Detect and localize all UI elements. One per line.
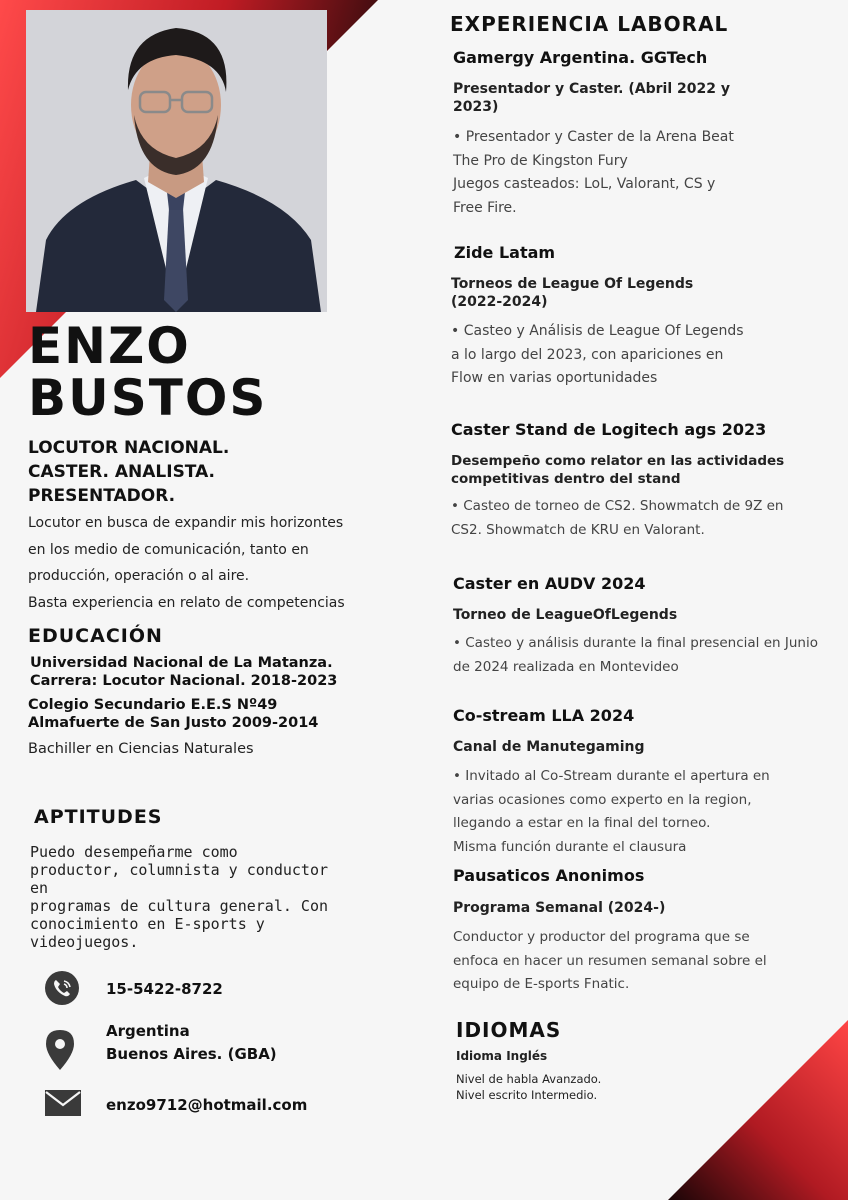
role-line: LOCUTOR NACIONAL. [28, 438, 230, 458]
job-desc-line: CS2. Showmatch de KRU en Valorant. [451, 521, 705, 538]
job-desc-line: Conductor y productor del programa que se [453, 929, 750, 945]
corner-decoration-bottom-right [648, 1000, 848, 1200]
languages-title: IDIOMAS [456, 1018, 562, 1042]
job-desc-line: llegando a estar en la final del torneo. [453, 815, 711, 831]
aptitudes-body [30, 843, 340, 951]
aptitudes-line: programas de cultura general. Con [30, 897, 329, 915]
summary-line: en los medio de comunicación, tanto en [28, 541, 309, 558]
job-role-line: Canal de Manutegaming [453, 739, 645, 755]
language-level-line: Nivel escrito Intermedio. [456, 1087, 598, 1102]
job-role [453, 738, 645, 756]
job-role-line: Programa Semanal (2024-) [453, 900, 666, 916]
education-line: Carrera: Locutor Nacional. 2018-2023 [30, 673, 338, 689]
job-description [453, 126, 734, 220]
job-desc-line: Free Fire. [453, 199, 517, 216]
role-line: PRESENTADOR. [28, 486, 176, 506]
education-note: Bachiller en Ciencias Naturales [28, 741, 254, 757]
role-line: CASTER. ANALISTA. [28, 462, 216, 482]
summary-line: producción, operación o al aire. [28, 568, 250, 584]
job-desc-line: de 2024 realizada en Montevideo [453, 658, 679, 675]
job-desc-line: equipo de E-sports Fnatic. [453, 976, 630, 992]
job-desc-line: • Casteo de torneo de CS2. Showmatch de 9Z en [451, 498, 784, 514]
profile-photo [26, 10, 327, 312]
job-desc-line: • Presentador y Caster de la Arena Beat [453, 129, 734, 145]
experience-title: EXPERIENCIA LABORAL [450, 12, 729, 36]
job-company: Caster Stand de Logitech ags 2023 [451, 420, 767, 439]
job-desc-line: enfoca en hacer un resumen semanal sobre el [453, 952, 767, 969]
summary-line: Locutor en busca de expandir mis horizontes [28, 515, 344, 531]
job-role-line: Torneos de League Of Legends [451, 276, 694, 292]
job-role [453, 899, 665, 917]
job-desc-line: Juegos casteados: LoL, Valorant, CS y [453, 176, 716, 192]
language-name: Idioma Inglés [456, 1049, 548, 1063]
job-desc-line: Flow en varias oportunidades [451, 370, 658, 386]
phone-icon [44, 970, 80, 1006]
location-country: Argentina [106, 1022, 190, 1040]
aptitudes-line: Puedo desempeñarme como [30, 843, 238, 861]
education-line: Almafuerte de San Justo 2009-2014 [28, 715, 319, 731]
job-description [453, 926, 767, 997]
job-role-line: competitivas dentro del stand [451, 471, 681, 487]
role-list [28, 436, 229, 508]
job-role [451, 275, 693, 311]
education-line: Colegio Secundario E.E.S Nº49 [28, 697, 278, 713]
summary-line: Basta experiencia en relato de competencias [28, 594, 345, 611]
education-line: Universidad Nacional de La Matanza. [30, 655, 333, 671]
education-item [28, 696, 318, 732]
last-name: BUSTOS [28, 369, 268, 427]
aptitudes-line: conocimiento en E-sports y [30, 915, 265, 933]
job-role [453, 80, 773, 116]
person-name [28, 317, 268, 427]
aptitudes-title: APTITUDES [34, 806, 163, 828]
profile-summary [28, 510, 358, 616]
job-desc-line: • Invitado al Co-Stream durante el apertura en [453, 768, 770, 784]
job-role-line: (2022-2024) [451, 294, 548, 310]
language-level-line: Nivel de habla Avanzado. [456, 1072, 602, 1086]
education-item [30, 654, 337, 690]
email: enzo9712@hotmail.com [106, 1096, 308, 1114]
job-desc-line: varias ocasiones como experto en la region, [453, 791, 752, 808]
job-role-line: 2023) [453, 99, 499, 115]
location-pin-icon [46, 1030, 74, 1070]
location-city: Buenos Aires. (GBA) [106, 1045, 277, 1063]
job-role-line: Desempeño como relator en las actividades [451, 453, 785, 469]
job-desc-line: Misma función durante el clausura [453, 838, 687, 855]
job-desc-line: The Pro de Kingston Fury [453, 152, 628, 169]
job-role-line: Torneo de LeagueOfLegends [453, 607, 678, 623]
job-desc-line: • Casteo y análisis durante la final presencial en Junio [453, 635, 818, 651]
aptitudes-line: productor, columnista y conductor en [30, 861, 329, 897]
job-desc-line: • Casteo y Análisis de League Of Legends [451, 323, 744, 339]
job-description [451, 495, 783, 542]
mail-icon [45, 1090, 81, 1116]
education-title: EDUCACIÓN [28, 625, 163, 647]
phone-number: 15-5422-8722 [106, 980, 223, 998]
job-company: Zide Latam [454, 243, 556, 262]
location [106, 1020, 277, 1066]
aptitudes-line: videojuegos. [30, 933, 139, 951]
language-levels [456, 1072, 601, 1103]
job-description [453, 632, 818, 679]
job-description [453, 765, 770, 859]
job-company: Gamergy Argentina. GGTech [453, 48, 708, 67]
job-company: Co-stream LLA 2024 [453, 706, 635, 725]
job-company: Caster en AUDV 2024 [453, 574, 646, 593]
job-company: Pausaticos Anonimos [453, 866, 645, 885]
job-desc-line: a lo largo del 2023, con apariciones en [451, 346, 724, 363]
job-role [453, 606, 677, 624]
first-name: ENZO [28, 317, 191, 375]
job-role [451, 452, 784, 488]
job-role-line: Presentador y Caster. (Abril 2022 y [453, 81, 730, 97]
job-description [451, 320, 744, 391]
